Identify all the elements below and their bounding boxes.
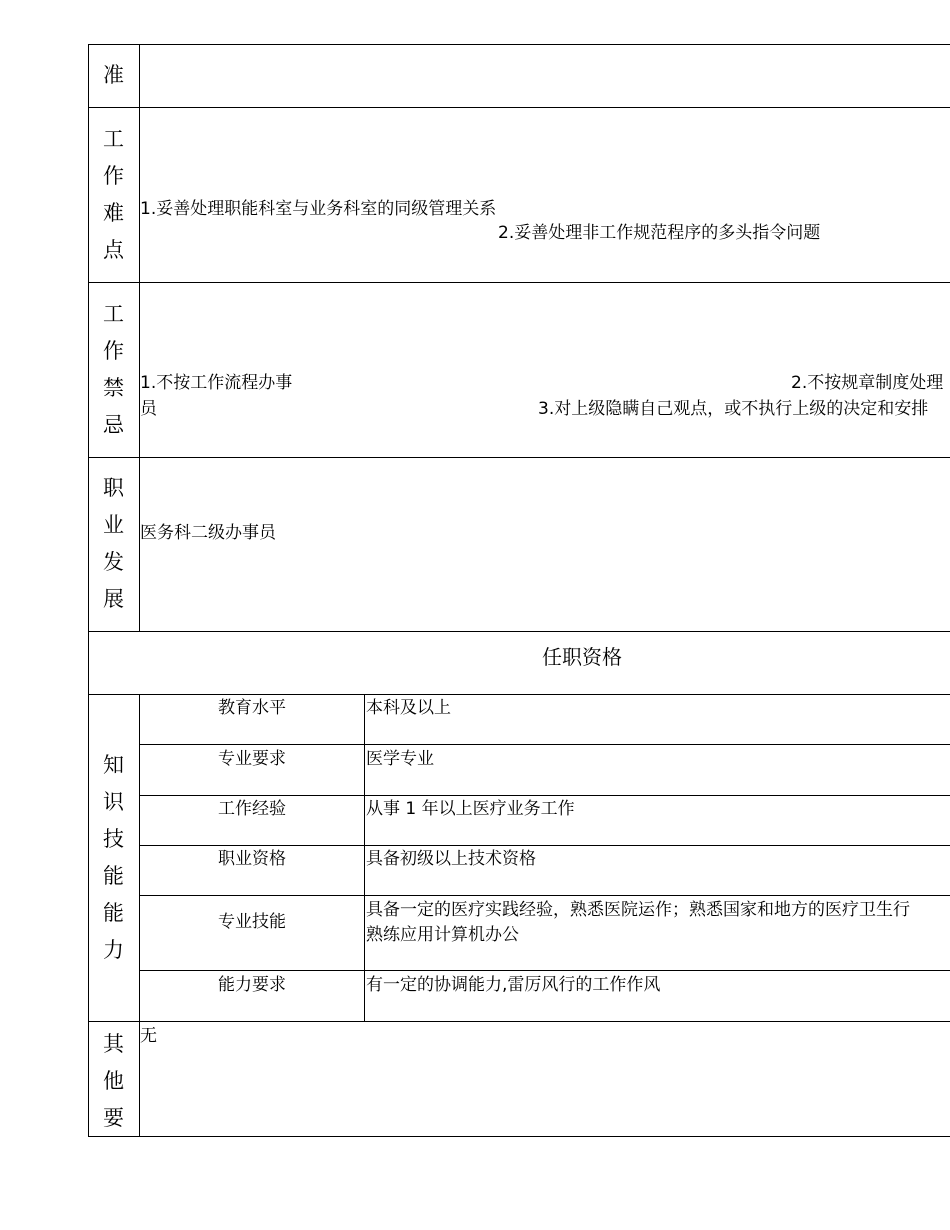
certification-label: 职业资格 [218, 849, 286, 869]
career-path: 医务科二级办事员 [140, 523, 276, 543]
job-description-table [88, 44, 950, 1138]
difficulty-item-2: 2.妥善处理非工作规范程序的多头指令问题 [498, 223, 821, 243]
row-divider [88, 107, 950, 108]
education-value: 本科及以上 [366, 698, 451, 718]
qualification-column-divider [364, 694, 365, 1022]
row-divider [88, 457, 950, 458]
sub-row-divider [139, 970, 950, 971]
prohibition-item-3: 3.对上级隐瞒自己观点，或不执行上级的决定和安排 [538, 399, 929, 419]
major-label: 专业要求 [218, 749, 286, 769]
prohibition-item-2-continued: 员 [140, 399, 157, 419]
qualifications-title: 任职资格 [542, 645, 622, 669]
ability-label: 能力要求 [218, 975, 286, 995]
prohibition-item-1: 1.不按工作流程办事 [140, 373, 293, 393]
experience-value: 从事 1 年以上医疗业务工作 [366, 799, 575, 819]
certification-value: 具备初级以上技术资格 [366, 849, 536, 869]
row-divider [88, 631, 950, 632]
professional-skills-label: 专业技能 [218, 912, 286, 932]
ability-value: 有一定的协调能力,雷厉风行的工作作风 [366, 975, 661, 995]
row-divider [88, 694, 950, 695]
professional-skills-value: 具备一定的医疗实践经验，熟悉医院运作；熟悉国家和地方的医疗卫生行 [366, 900, 910, 920]
row-divider [88, 1021, 950, 1022]
table-border-bottom [88, 1136, 950, 1137]
difficulty-item-1: 1.妥善处理职能科室与业务科室的同级管理关系 [140, 199, 497, 219]
difficulties-label: 工 作 难 点 [103, 126, 124, 262]
prohibitions-label: 工 作 禁 忌 [103, 301, 124, 437]
sub-row-divider [139, 845, 950, 846]
prohibition-item-2: 2.不按规章制度处理 [791, 373, 944, 393]
professional-skills-value-line2: 熟练应用计算机办公 [366, 925, 519, 945]
row-divider [88, 282, 950, 283]
career-label: 职 业 发 展 [103, 476, 124, 611]
table-border-top [88, 44, 950, 45]
criteria-label: 准 [103, 63, 124, 87]
major-value: 医学专业 [366, 749, 434, 769]
experience-label: 工作经验 [218, 799, 286, 819]
knowledge-skills-label: 知 识 技 能 能 力 [103, 752, 124, 962]
sub-row-divider [139, 895, 950, 896]
education-label: 教育水平 [218, 698, 286, 718]
sub-row-divider [139, 744, 950, 745]
other-requirements-label: 其 他 要 [103, 1032, 124, 1130]
sub-row-divider [139, 795, 950, 796]
other-requirements-value: 无 [140, 1026, 157, 1046]
